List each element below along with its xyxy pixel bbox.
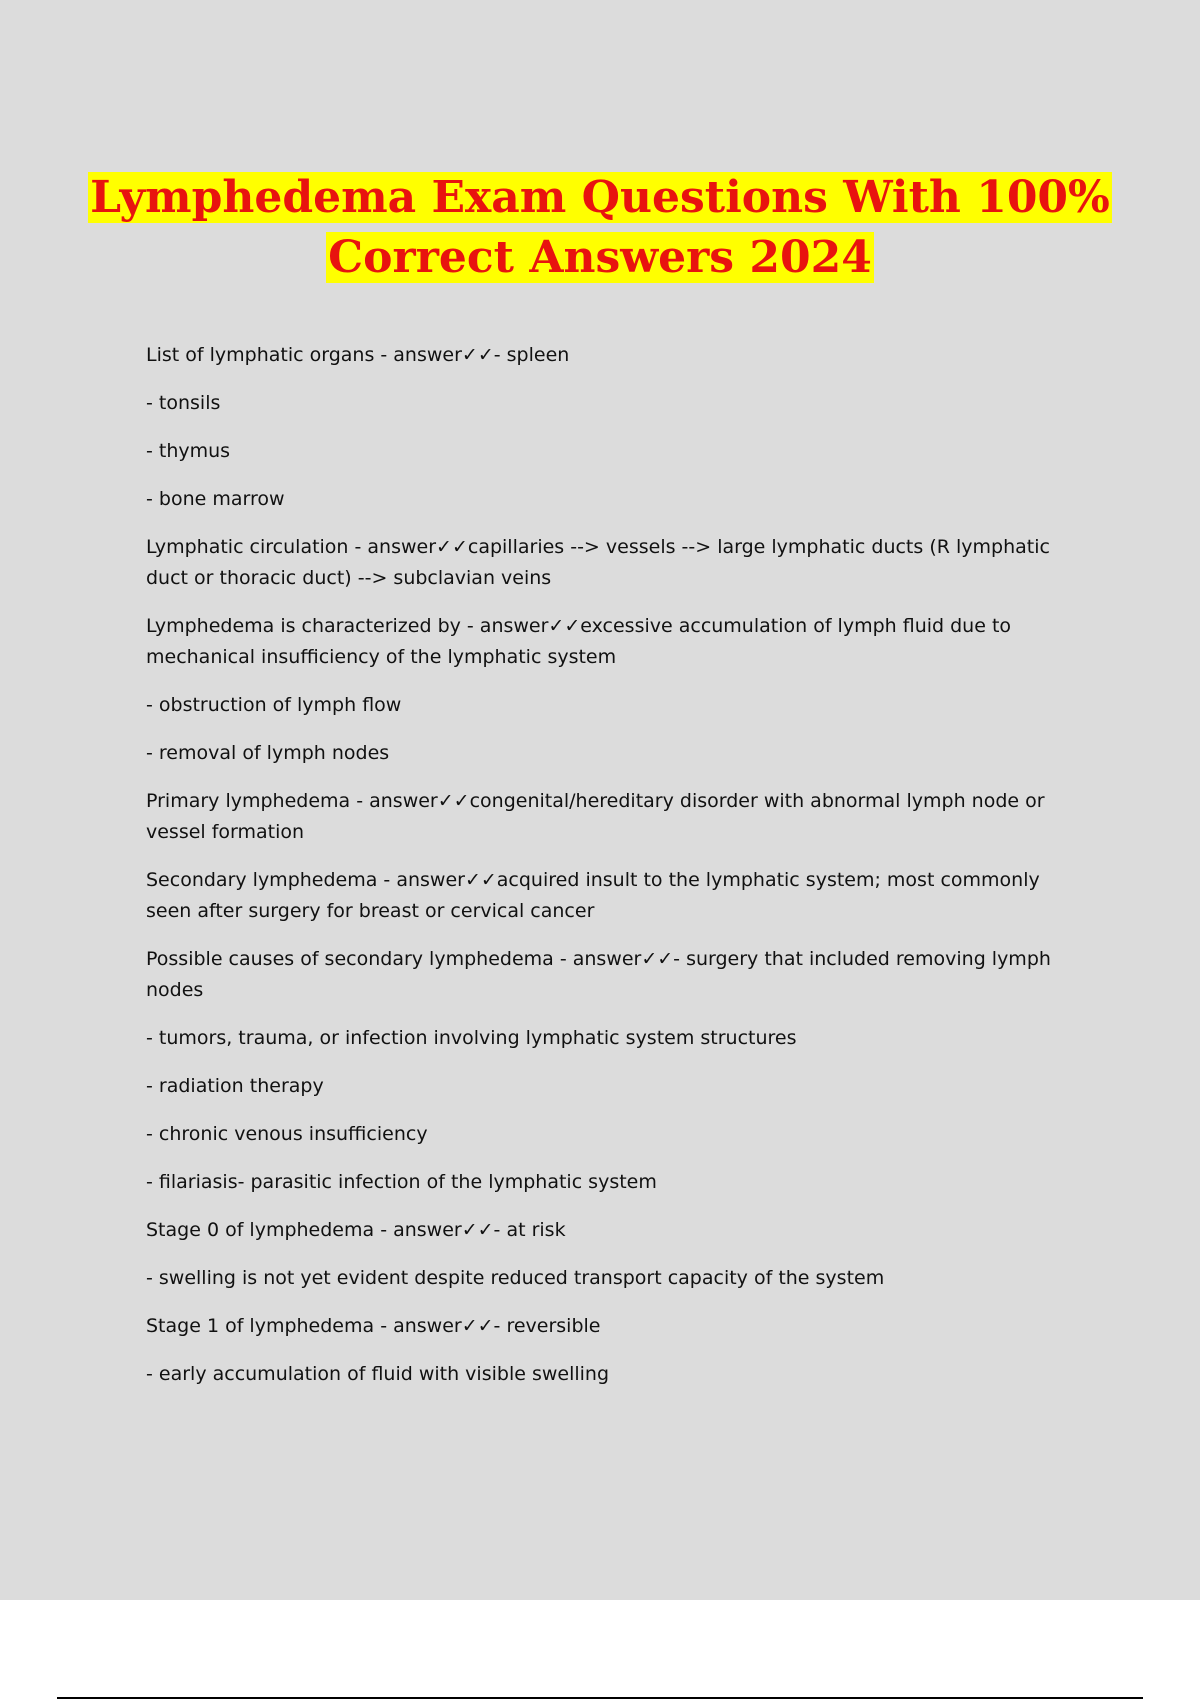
paragraph: - tumors, trauma, or infection involving lymphatic system structures	[146, 1027, 797, 1049]
paragraph: - tonsils	[146, 392, 221, 414]
paragraph: Lymphedema is characterized by - answer✓✓excessive accumulation of lymph fluid due to mechanical insufficiency of the lymphatic system	[146, 615, 1012, 668]
paragraph: - obstruction of lymph flow	[146, 694, 402, 716]
footer-divider	[57, 1697, 1143, 1699]
paragraph: Lymphatic circulation - answer✓✓capillaries --> vessels --> large lymphatic ducts (R lymphatic duct or thoracic duct) --> subclavian veins	[146, 536, 1050, 589]
paragraph: - removal of lymph nodes	[146, 742, 390, 764]
paragraph: - early accumulation of fluid with visible swelling	[146, 1363, 610, 1385]
paragraph: - thymus	[146, 440, 231, 462]
paragraph: Primary lymphedema - answer✓✓congenital/hereditary disorder with abnormal lymph node or vessel formation	[146, 790, 1045, 843]
paragraph: Secondary lymphedema - answer✓✓acquired insult to the lymphatic system; most commonly seen after surgery for breast or cervical cancer	[146, 869, 1040, 922]
paragraph: Possible causes of secondary lymphedema - answer✓✓- surgery that included removing lymph nodes	[146, 948, 1051, 1001]
paragraph: List of lymphatic organs - answer✓✓- spleen	[146, 344, 570, 366]
paragraph: - radiation therapy	[146, 1075, 324, 1097]
paragraph: Stage 1 of lymphedema - answer✓✓- reversible	[146, 1315, 601, 1337]
title-line-1: Lymphedema Exam Questions With 100%	[90, 172, 1110, 223]
paragraph: Stage 0 of lymphedema - answer✓✓- at risk	[146, 1219, 566, 1241]
document-body	[146, 340, 1090, 1407]
paragraph: - bone marrow	[146, 488, 285, 510]
title-line-2: Correct Answers 2024	[328, 232, 872, 283]
paragraph: - filariasis- parasitic infection of the lymphatic system	[146, 1171, 657, 1193]
document-title	[0, 168, 1200, 288]
paragraph: - swelling is not yet evident despite reduced transport capacity of the system	[146, 1267, 885, 1289]
paragraph: - chronic venous insufficiency	[146, 1123, 428, 1145]
